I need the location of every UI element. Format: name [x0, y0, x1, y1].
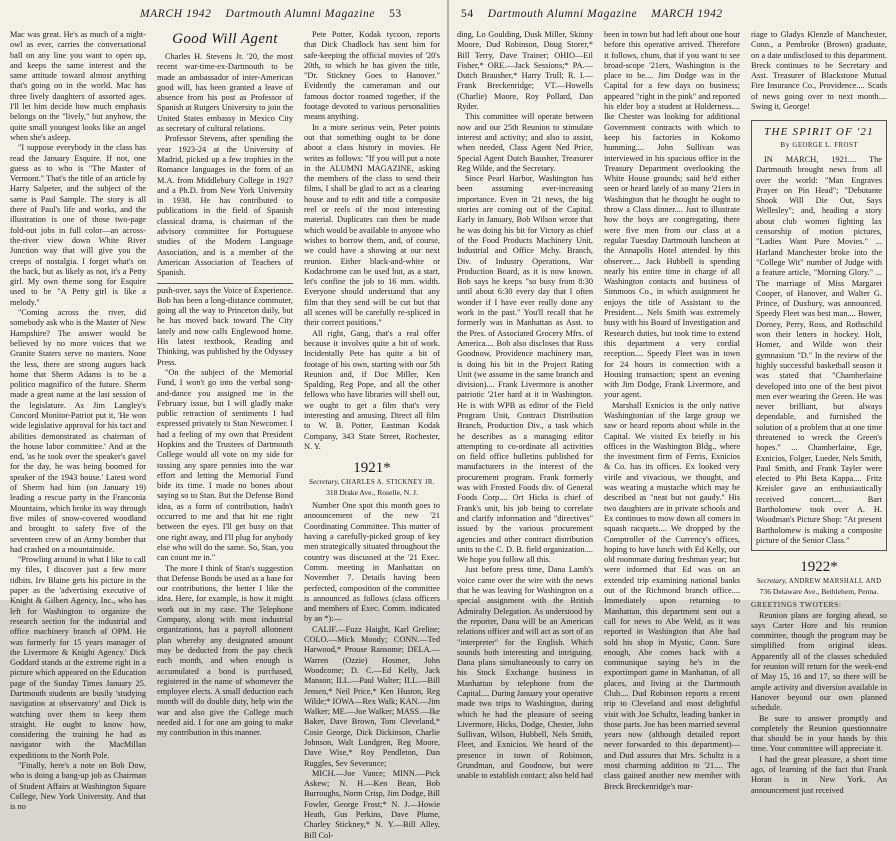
paragraph: Since Pearl Harbor, Washington has been assuming ever-increasing importance. Even in '21 news, the big stories are coming out of the Capital. Early in January, Bob Wilson wrote that he was doing his bit for Victory as chief of the Food Products Machinery Unit, Industrial and Office Mchy. Branch, Div. of Industry Operations, War Production Board, as it is now known. Bob says he keeps "so busy from 8:30 until about 6:30 every day that I often wonder if I have ever really done any work in the past." You'll recall that he formerly was in Manhattan as Asst. to the Pres. of Associated Grocery Mfrs. of America.... Bob also discloses that Russ Goodnow, Providence machinery man, is doing his bit in the Project Rating Unit (we assume in the same branch and division).... Frank Livermore is another patriotic '21er hard at it in Washington. He is with WPB as editor of the Field Program Unit, Contract Distribution Branch, Production Div., a task which he describes as a managing editor attempting to co-ordinate all activities on field office bulletins published for manufacturers in the interest of the procurement program. Frank formerly was with Frosted Foods div. of General Foods Corp.... Ort Hicks is chief of Frank's unit, his job being to correlate and clarify information and "directives" issued by the various procurement agencies and other contract distribution units to the C. D. B. field organization.... We hope you follow all this. — [457, 174, 593, 565]
class-year: 1922* — [800, 559, 838, 576]
right-page — [449, 0, 896, 795]
class-year: 1921* — [353, 460, 391, 477]
paragraph: In a more serious vein, Peter points out that something ought to be done about a class history in movies. He writes as follows: "If you will put a note in the ALUMNI MAGAZINE, asking the members of the class to send their films, I shall be glad to act as a clearing house and to edit and title a composite reel or reels of the most interesting material. Duplicates can then be made which would be available to anyone who wishes to borrow them, and, of course, we could have a showing at our next reunion. Either black-and-white or Kodachrome can be used but, as a start, let's confine the job to 16 mm. width. Everyone should understand that any film that they send will be cut but that all scenes will be carefully re-spliced in their correct positions." — [304, 122, 440, 328]
greetings: GREETINGS TWOTERS: — [751, 600, 842, 610]
page-number: 53 — [389, 8, 402, 20]
class-1921-heading — [304, 460, 440, 497]
paragraph: IN MARCH, 1921.... The Dartmouth brought news from all over the world: "Man Engraves Prayer on Pin Head"; "Debutante Shook Will Die Out, Says Wellesley"; and, heading a story about club women fighting lax censorship of motion pictures, "Ladies Want Pure Movies." ... Harland Manchester broke into the "College Wit" number of Judge with a feature article, "Morning Glory." ... The marriage of Miss Margaret Cooper, of Hanover, and Walter G. Prince, of Duxbury, was announced. Speedy Fleet was best man.... Bower, Dorney, Perry, Ross, and Rothschild won their letters in hockey. Holt, Homer, and Wilde won their gymnasium "D." In the review of the highly successful basketball season it was stated that "Chamberlaine developed into one of the best pivot men ever wearing the Green. He was never brilliant, but always dependable, and furnished the solution of a problem that at one time threatened to wreck the Green's hopes." ... Chamberlaine, Ege, Exnicios, Folger, Lueder, Nels Smith, Paul Smith, and Frank Tayler were elected to Phi Beta Kappa.... Fritz Kreisler gave an enthusiastically received concert.... Bart Bartholomew took over A. H. Woodman's Picture Shop: "At present Bartholomew is making a composite picture of the Senior Class." — [756, 154, 882, 545]
left-page — [0, 0, 447, 840]
right-running-head — [461, 8, 723, 24]
secretary-label: Secretary, — [756, 576, 787, 586]
paragraph: Just before press time, Dana Lamb's voice came over the wire with the news that he was leaving for Washington on a special assignment with the British Admiralty Delegation. As understood by the reporter, Dana will be an American relations officer and will act as sort of an "interpreter" for the English. Which sounds both interesting and intriguing. Dana plans simultaneously to carry on his Stock Exchange business in Manhattan by telephone from the Capital.... During January your operative made two trips to Washington, during which he had the pleasure of seeing Livermore, Hicks, Dodge, Chester, John Sullivan, Wilson, Hubbell, Nels Smith, Fleet, and Exnicios. We heard of the presence in town of Robinson, Grundman, and Goodnow, but were unable to establish contact; also held had — [457, 565, 593, 781]
header-magazine: Dartmouth Alumni Magazine — [225, 8, 376, 20]
paragraph: riage to Gladys Klenzle of Manchester, Conn., a Pembroke (Brown) graduate, on a date undisclosed to this department. Breck continues to be Secretary and Asst. Treasurer of Blackstone Mutual Fire Insurance Co., Providence.... Scads of news going over to next month.... Swing it, George! — [751, 30, 887, 112]
paragraph: Professor Stevens, after spending the year 1923-24 at the University of Madrid, picked up a few trophies in the Romance languages in the form of an M.A. from Middlebury College in 1927 and a Ph.D. from New York University in 1938. He has contributed to publications in the field of Spanish classical drama, is chairman of the advisory committee for Portuguese studies of the Modern Language Association, and is a member of the American Association of Teachers of Spanish. — [157, 134, 293, 278]
header-month: MARCH 1942 — [651, 8, 723, 20]
paragraph: Charles H. Stevens Jr. '20, the most recent war-time-ex-Dartmouth to be made an ambassador of inter-American good will, has been granted a leave of absence from his post as Professor of Spanish at Rutgers University to join the United States embassy in Mexico City as secretary of cultural relations. — [157, 52, 293, 134]
right-column-3 — [751, 30, 887, 795]
paragraph: ding, Lo Goulding, Dusk Miller, Skinny Moore, Dud Robinson, Doug Storer,* Bill Terry, Dave Trainer; OHIO—Eil Fisher,* ORE.—Jack Sessions;* PA.—Dutch Brausher,* Harry Trull; R. I.—Frank Breckenridge; VT.—Howells (Charlie) Moore, Roy Pollard, Dan Ryder. — [457, 30, 593, 112]
class-secretary — [751, 576, 887, 587]
divider — [157, 283, 293, 284]
paragraph: "On the subject of the Memorial Fund, I won't go into the verbal song-and-dance you assigned me in the February issue, but I will gladly make public retraction of sentiments I had expressed privately to Stan Newcomer. I had a feeling of my own that President Hopkins and the Trustees of Dartmouth College would all vote on my side for tossing any spare pennies into the war effort and letting the Memorial Fund bide its time. I made no bones about saying so to Stan. But the Defense Bond idea, as a form of contribution, hadn't occurred to me and that hit me right between the eyes. I'll get busy on that one right away, and I'll plug for anybody else who will do the same. So, Stan, you can count me in." — [157, 367, 293, 563]
paragraph: Pete Potter, Kodak tycoon, reports that Dick Chadlock has sent him for safe-keeping the official movies of '20's 20th, to which he has given the title, "Dr. Stickney Goes to Hanover." Evidently the cameraman and our famous doctor roamed together, if the footage devoted to various personalities means anything. — [304, 30, 440, 122]
paragraph: "I suppose everybody in the class has read the January Esquire. If not, one guess as to who is "The Master of Vermont." That's the title of an article by Harry Salpeter, and the subject of the same is Paul Sample. The story is all there of Paul's life and works, and the illustration is one of those two-page fold-out jobs in full color—an across-the-river view down White River Junction way that will give you the creeps of nostalgia. I forget what's on the back, but as likely as not, it's a Petty girl. My own theme song for Esquire used to be "A Petty girl is like a melody." — [10, 143, 146, 307]
header-magazine: Dartmouth Alumni Magazine — [487, 8, 638, 20]
right-column-2 — [604, 30, 740, 791]
paragraph: Marshall Exnicios is the only native Washingtonian of the large group we saw or heard reports about while in the Capital. We visited Ex briefly in his offices in the Washington Bldg., where the investment firm of Ferris, Exnicios & Co. has its offices. Ex looked very virile and vivacious, we thought, and was wearing a mustache which may be described as "neat but not gaudy." His two daughters are in private schools and Ex continues to mow down all comers in squash racquets.... We dropped by the Comptroller of the Currency's offices, hoping to have lunch with Ed Kelly, our old roommate during freshman year; but were informed that Ed was on an extended trip examining national banks out of the Richmond branch office.... Immediately upon returning to Manhattan, this department sent out a call for news to Abe Weld, as it was reported in Washington that Abe had sold his shop in Mystic, Conn. Sure enough, Abe comes back with a communique saying he's in the exportimport game in Manhattan, of all places, and living at the Dartmouth Club.... Dud Robinson reports a recent trip to Cleveland and most delightful visit with Joe Schultz, leading banker in those parts. Joe has been married several years now (although detailed report never forwarded to this department)—and Dud assures that Mrs. Schultz is a most charming addition to '21.... The class gained another new member with Breck Breckenridge's mar- — [604, 400, 740, 791]
box-byline — [752, 140, 886, 151]
secretary-name: ANDREW MARSHALL — [788, 578, 864, 586]
paragraph: Mac was great. He's as much of a night-owl as ever, carries the conversational ball on any line you want to open up, and keeps the same interest and the same attitude toward almost anything that's going on in the world. Mac has three lively daughters of assorted ages. I'll let him decide how much emphasis belongs on the "lively," but anyhow, the quite small youngest looks like an angel when she's asleep. — [10, 30, 146, 142]
box-body — [752, 155, 886, 546]
paragraph: Be sure to answer promptly and completely the Reunion questionnaire that should be in your hands by this time. Your committee will appreciate it. — [751, 713, 887, 754]
secretary-suffix: AND — [865, 578, 882, 586]
paragraph: Reunion plans are forging ahead, so says Carter Hore and his reunion committee, though the program may be simplified from original ideas. Apparently all of the classes scheduled for reunion will return for the week-end of May 15, 16 and 17, so there will be ample activity and diversion available in Hanover beyond our own planned schedule. — [751, 610, 887, 713]
left-column-2 — [157, 30, 293, 738]
paragraph: This committee will operate between now and our 25th Reunion to stimulate interest and activity; and also to assist, when needed, Class Agent Ned Price, Special Agent Dutch Bausher, Treasurer Reg Wilde, and the Secretary. — [457, 112, 593, 173]
paragraph: push-over, says the Voice of Experience. Bob has been a long-distance commuter, going all the way to Princeton daily, but he has moved back toward The City lately and now calls Englewood home. His latest textbook, Reading and Thinking, was published by the Odyssey Press. — [157, 285, 293, 367]
byline-prefix: By — [780, 139, 790, 149]
secretary-name: CHARLES A. STICKNEY JR. — [341, 479, 435, 487]
paragraph: "Prowling around in what I like to call my files, I discover just a few more tidbits. Irv Blaine gets his picture in the paper as the 'advertising executive of Knight & Gilbert Agency, Inc., who has left for Washington to organize the research section for the industrial and office machinery branch of OPM. He was formerly for 15 years manager of the Livermore & Knight Agency.' Dick Goddard stands at the extreme right in a picture which appeared on the Education page of the Sunday Times January 25. Dartmouth students are busily 'studying navigation at observatory' and Dick is watching over them to keep them straight. He ought to know how, considering the training he had as navigator with the MacMillan expeditions to the North Pole. — [10, 555, 146, 760]
paragraph: Number One spot this month goes to announcement of the new '21 Coordinating Committee. This matter of having a carefully-picked group of key men strategically situated throughout the country was discussed at the '21 Exec. Comm. meeting in Manhattan on November 7. Details having been perfected, composition of the committee is announced as follows (class officers and members of Exec. Comm. indicated by an *):— — [304, 501, 440, 624]
left-column-1 — [10, 30, 146, 812]
paragraph: The more I think of Stan's suggestion that Defense Bonds be used as a base for our contributions, the better I like the idea. Here, for example, is how it might work out in my case. The Telephone Company, along with most industrial organizations, has a payroll allotment plan whereby any designated amount may be deducted from the pay check each month, and when enough is accumulated a bond is purchased, registered in the name of whomever the employee elects. A small deduction each month will do double duty, help win the war and also give the College much needed aid. I for one am going to make my contribution in this manner. — [157, 563, 293, 738]
box-title: THE SPIRIT OF '21 — [764, 126, 874, 139]
left-running-head — [140, 8, 402, 24]
byline-name: GEORGE L. FROST — [792, 141, 858, 149]
class-address: 318 Drake Ave., Roselle, N. J. — [326, 487, 418, 497]
paragraph: I had the great pleasure, a short time ago, of learning of the fact that Frank Horan is in New York. An announcement just received — [751, 754, 887, 795]
left-column-3 — [304, 30, 440, 840]
spirit-of-21-box — [751, 120, 887, 551]
article-title: Good Will Agent — [172, 31, 278, 47]
secretary-label: Secretary, — [309, 477, 340, 487]
paragraph: All right, Gang, that's a real offer because it involves quite a bit of work. Incidentally Pete has quite a bit of footage of his own, starting with our 5th Reunion and, if Doc Miller, Ken Spalding, Reg Pope, and all the other fellows who have libraries will shell out, we ought to get a film that's very interesting and amusing. Direct all film to W. B. Potter, Eastman Kodak Company, 343 State Street, Rochester, N. Y. — [304, 328, 440, 451]
paragraph: MICH.—Joe Vance; MINN.—Pick Askew; N. H.—Ken Bean, Bob Burroughs, Norm Crisp, Jim Dodge, Bill Fowler, George Frost;* N. J.—Howie Heath, Gus Perkins, Dave Plume, Charley Stickney,* N. Y.—Bill Alley, Bill Col- — [304, 768, 440, 840]
paragraph: CALIF.—Fuzz Haight, Karl Greline; COLO.—Mick Moody; CONN.—Ted Harwood,* Prouse Ransome; DELA.—Warren (Ozzie) Hosmer, John Woodcome; D. C.—Ed Kelly, Jack Manson; ILL.—Paul Walter; ILL.—Bill Jensen,* Neil Price,* Ken Huston, Reg Wilde;* IOWA—Rex Walk; KAN.—Jim Walker; ME.—Joe Walker; MASS.—Ike Baker, Dave Brown, Tom Cleveland,* Cosie George, Dick Dickinson, Charlie Johnson, Walt Lundgren, Reg Moore, Dave Wise,* Roy Pendleton, Dan Ruggles, Sev Severance; — [304, 624, 440, 768]
header-month: MARCH 1942 — [140, 8, 212, 20]
page-number: 54 — [461, 8, 474, 20]
class-address: 736 Delaware Ave., Bethlehem, Penna. — [759, 586, 879, 596]
paragraph: "Finally, here's a note on Bob Dow, who is doing a bang-up job as Chairman of Student Affairs at Washington Square College, New York University. And that is no — [10, 761, 146, 812]
right-column-1 — [457, 30, 593, 781]
class-1922-heading — [751, 559, 887, 596]
class-secretary — [304, 477, 440, 488]
paragraph: been in town but had left about one hour before this operative arrived. Therefore it follows, chum, that if you want to see broad-scope '21ers, Washington is the place to be.... Jim Dodge was in the Capital for a few days on business; appeared "right in the pink" and reported his elder boy a student at Holderness.... Ike Chester was looking for additional Government contracts with which to keep his factories in Kokomo humming.... John Sullivan was interviewed in his spacious office in the Treasury Department overlooking the White House grounds; said he'd either seen or heard lately of so many '21ers in Washington that he thought he ought to throw a Class dinner.... Just to illustrate how the boys are congregating, there were five men from our class at a regular Tuesday Dartmouth luncheon at the Annapolis Hotel attended by this observer.... Jack Hubbell is spending nearly his entire time in charge of all Washington contacts and business of Simmons Co., in which assignment he enjoys the title of Assistant to the President.... Nels Smith was extremely busy with his Board of Investigation and Research duties, but took time to extend this department a very cordial reception.... Speedy Fleet was in town for 24 hours in connection with a Housing transaction; spent an evening with Jim Dodge, Frank Livermore, and your agent. — [604, 30, 740, 400]
paragraph: "Coming across the river, did somebody ask who is the Master of New Hampshire? The answer would be believed by no more voices that we Granite Staters serve no masters. None the less, there are strong augurs back home that Sherm Adams is to be a politico magnifico of the future. Sherm made a great name at the last session of the legislature. As Jim Langley's Concord Monitor-Patriot put it, 'He won wide legislative approval for his tact and abilities demonstrated as chairman of the house labor committee.' And at the end, 'as he took over the speaker's gavel for the day, he was being boomed for speaker of the 1943 house.' Latest word of Sherm had him (on January 19) leading a rescue party in the Franconia Mountains, which broke its way through five miles of snow-covered woodland and brought to safety five of the seventeen crew of an Army bomber that had crashed on a mountainside. — [10, 308, 146, 554]
